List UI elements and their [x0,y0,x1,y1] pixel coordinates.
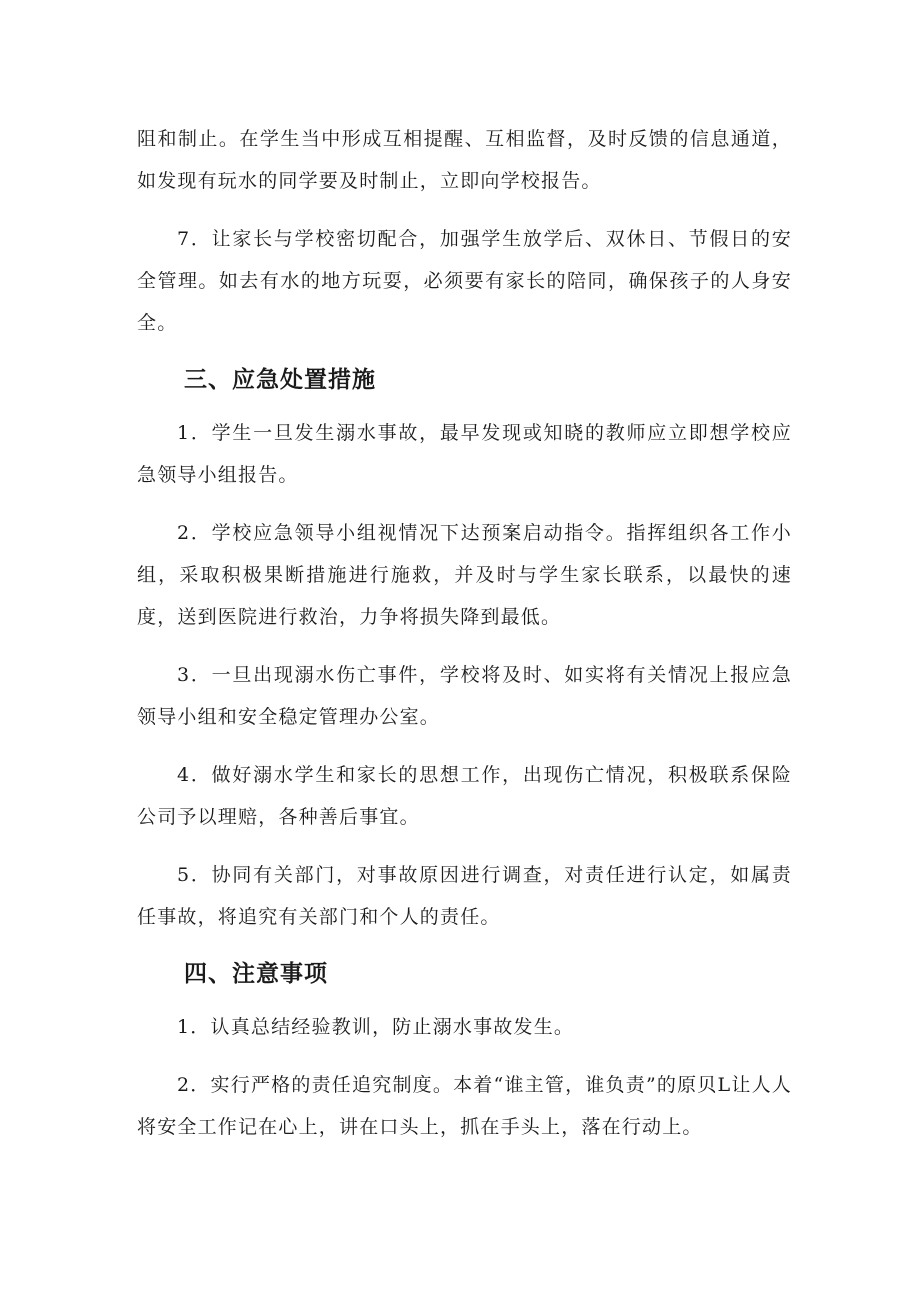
notes-item-1: 1．认真总结经验教训，防止溺水事故发生。 [177,1016,575,1038]
emergency-item-1: 1．学生一旦发生溺水事故，最早发现或知晓的教师应立即想学校应急领导小组报告。 [137,422,792,486]
section-heading-notes: 四、注意事项 [184,961,328,987]
document-body [137,118,792,1164]
emergency-item-5: 5．协同有关部门，对事故原因进行调查，对责任进行认定，如属责任事故，将追究有关部门和个人的责任。 [137,864,792,928]
notes-item-2: 2．实行严格的责任追究制度。本着“谁主管，谁负责”的原贝L让人人将安全工作记在心上，讲在口头上，抓在手头上，落在行动上。 [137,1074,792,1138]
paragraph-continuation: 阻和制止。在学生当中形成互相提醒、互相监督，及时反馈的信息通道，如发现有玩水的同学要及时制止，立即向学校报告。 [137,128,792,192]
emergency-item-4: 4．做好溺水学生和家长的思想工作，出现伤亡情况，积极联系保险公司予以理赔，各种善后事宜。 [137,764,792,828]
paragraph-item-7: 7．让家长与学校密切配合，加强学生放学后、双休日、节假日的安全管理。如去有水的地方玩耍，必须要有家长的陪同，确保孩子的人身安全。 [137,228,792,334]
section-heading-emergency-measures: 三、应急处置措施 [184,367,376,393]
emergency-item-2: 2．学校应急领导小组视情况下达预案启动指令。指挥组织各工作小组，采取积极果断措施进行施救，并及时与学生家长联系，以最快的速度，送到医院进行救治，力争将损失降到最低。 [137,522,792,628]
emergency-item-3: 3．一旦出现溺水伤亡事件，学校将及时、如实将有关情况上报应急领导小组和安全稳定管理办公室。 [137,664,792,728]
